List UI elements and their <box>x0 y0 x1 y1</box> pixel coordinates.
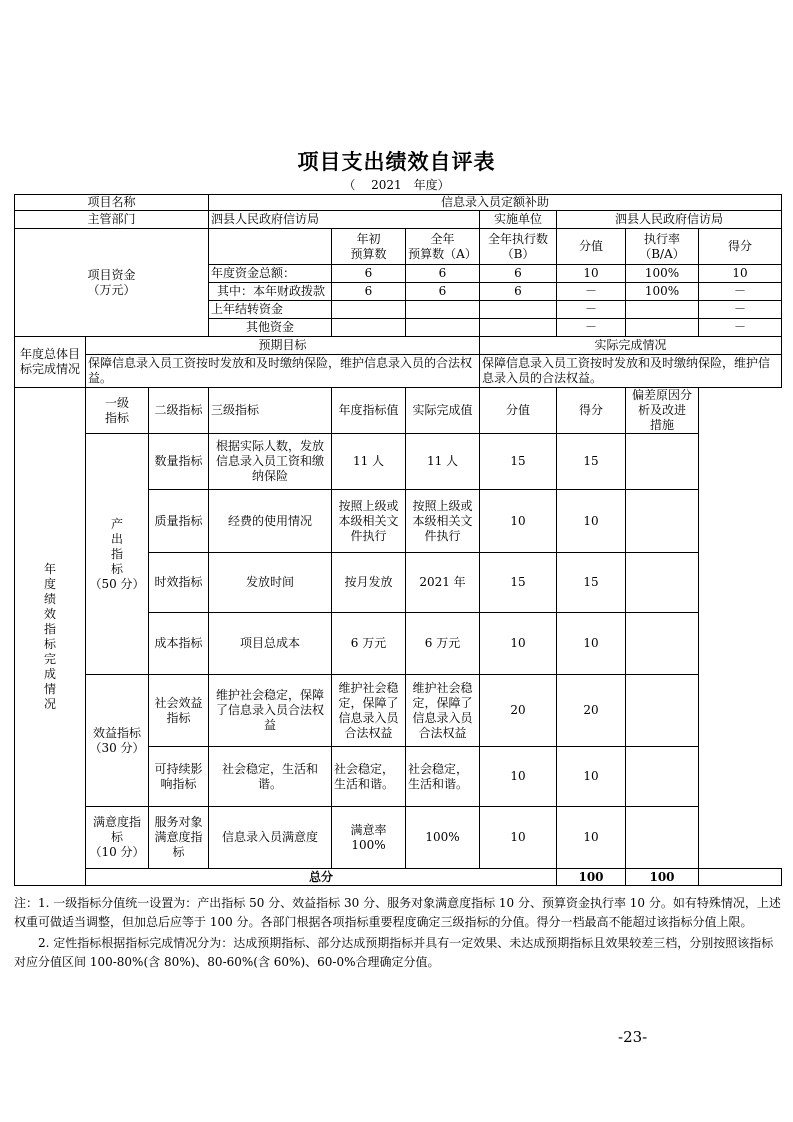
footnote-2: 2. 定性指标根据指标完成情况分为：达成预期指标、部分达成预期指标并具有一定效果、未达成预期指标且效果较差三档，分别按照该指标对应分值区间 100-80%(含 80%)、80-60%(含 60%)、60-0%合理确定分值。 <box>14 936 774 969</box>
funds-header-score: 分值 <box>557 229 626 265</box>
indicator-actual: 2021 年 <box>406 553 480 613</box>
indicator-score: 10 <box>480 490 557 553</box>
indicator-score: 10 <box>480 747 557 807</box>
indicator-header-l3: 三级指标 <box>209 388 332 434</box>
indicator-target: 按月发放 <box>332 553 406 613</box>
indicator-row <box>15 675 782 747</box>
indicator-l2: 成本指标 <box>149 613 209 675</box>
goals-label: 年度总体目 标完成情况 <box>15 337 86 388</box>
indicator-got: 10 <box>557 747 626 807</box>
indicator-header-score: 分值 <box>480 388 557 434</box>
indicator-target: 社会稳定，生活和谐。 <box>332 747 406 807</box>
indicator-reason <box>626 807 699 869</box>
indicator-target: 维护社会稳定，保障了信息录入员合法权益 <box>332 675 406 747</box>
page-number: -23- <box>618 1028 648 1046</box>
indicator-header-reason: 偏差原因分析及改进 措施 <box>626 388 699 434</box>
indicator-score: 15 <box>480 434 557 490</box>
indicator-got: 15 <box>557 553 626 613</box>
indicator-got: 10 <box>557 807 626 869</box>
expected-goal-text: 保障信息录入员工资按时发放和及时缴纳保险，维护信息录入员的合法权益。 <box>86 355 480 388</box>
year-line: （ 2021 年度） <box>343 178 450 192</box>
indicator-header-l2: 二级指标 <box>149 388 209 434</box>
funds-cell: 6 <box>332 283 406 301</box>
indicator-l2: 服务对象 满意度指 标 <box>149 807 209 869</box>
indicator-actual: 社会稳定，生活和谐。 <box>406 747 480 807</box>
goals-text-row <box>15 355 782 388</box>
indicator-l3: 维护社会稳定，保障了信息录入员合法权益 <box>209 675 332 747</box>
funds-header-blank <box>209 229 332 265</box>
indicator-header-got: 得分 <box>557 388 626 434</box>
funds-cell: － <box>557 301 626 319</box>
indicator-reason <box>626 675 699 747</box>
indicator-l3: 发放时间 <box>209 553 332 613</box>
performance-table <box>14 194 782 886</box>
department-row <box>15 211 782 229</box>
funds-row-name: 年度资金总额： <box>209 265 332 283</box>
funds-cell: 6 <box>332 265 406 283</box>
indicator-header-l1: 一级 指标 <box>86 388 149 434</box>
indicator-reason <box>626 747 699 807</box>
department-value: 泗县人民政府信访局 <box>209 211 480 229</box>
funds-cell <box>480 301 557 319</box>
funds-cell: 6 <box>480 265 557 283</box>
indicator-target: 满意率 100% <box>332 807 406 869</box>
indicator-header-actual: 实际完成值 <box>406 388 480 434</box>
satisfaction-indicator-label: 满意度指 标 （10 分） <box>86 807 149 869</box>
funds-cell: － <box>699 283 782 301</box>
indicator-l3: 根据实际人数，发放信息录入员工资和缴纳保险 <box>209 434 332 490</box>
funds-cell: 100% <box>626 283 699 301</box>
funds-header-rate: 执行率 （B/A） <box>626 229 699 265</box>
funds-cell: 10 <box>557 265 626 283</box>
project-name-value: 信息录入员定额补助 <box>209 195 782 211</box>
footnotes <box>14 894 781 972</box>
indicator-header-row <box>15 388 782 434</box>
page-title: 项目支出绩效自评表 <box>297 149 496 174</box>
funds-header-annual: 全年 预算数（A） <box>406 229 480 265</box>
indicator-target: 6 万元 <box>332 613 406 675</box>
impl-unit-label: 实施单位 <box>480 211 557 229</box>
indicator-l2: 质量指标 <box>149 490 209 553</box>
indicator-score: 20 <box>480 675 557 747</box>
funds-cell: － <box>557 283 626 301</box>
benefit-indicator-label: 效益指标 （30 分） <box>86 675 149 807</box>
indicator-score: 15 <box>480 553 557 613</box>
funds-header-row <box>15 229 782 265</box>
funds-cell: 10 <box>699 265 782 283</box>
funds-row-name: 上年结转资金 <box>209 301 332 319</box>
footnote-1: 注：1. 一级指标分值统一设置为：产出指标 50 分、效益指标 30 分、服务对象满意度指标 10 分、预算资金执行率 10 分。如有特殊情况，上述权重可做适当调整，但加总后应等于 100 分。各部门根据各项指标重要程度确定三级指标的分值。得分一档最高不能超过该指标分值上限。 <box>14 896 781 929</box>
indicator-target: 11 人 <box>332 434 406 490</box>
indicator-actual: 6 万元 <box>406 613 480 675</box>
actual-completion-text: 保障信息录入员工资按时发放和及时缴纳保险，维护信息录入员的合法权益。 <box>480 355 782 388</box>
indicators-section-label: 年度绩效指标完成情况 <box>15 388 86 886</box>
indicator-actual: 11 人 <box>406 434 480 490</box>
impl-unit-value: 泗县人民政府信访局 <box>557 211 782 229</box>
funds-cell: － <box>699 301 782 319</box>
funds-cell: 6 <box>480 283 557 301</box>
funds-cell: 6 <box>406 283 480 301</box>
project-name-row <box>15 195 782 211</box>
indicator-got: 20 <box>557 675 626 747</box>
funds-cell <box>406 301 480 319</box>
indicator-got: 10 <box>557 490 626 553</box>
funds-header-got: 得分 <box>699 229 782 265</box>
indicator-score: 10 <box>480 807 557 869</box>
funds-cell <box>626 319 699 337</box>
funds-row-name: 其中：本年财政拨款 <box>209 283 332 301</box>
funds-header-executed: 全年执行数（B） <box>480 229 557 265</box>
indicator-l2: 可持续影 响指标 <box>149 747 209 807</box>
funds-label: 项目资金 （万元） <box>15 229 209 337</box>
actual-completion-label: 实际完成情况 <box>480 337 782 355</box>
indicator-l2: 数量指标 <box>149 434 209 490</box>
goals-header-row <box>15 337 782 355</box>
indicator-l3: 信息录入员满意度 <box>209 807 332 869</box>
funds-cell: － <box>557 319 626 337</box>
indicator-reason <box>626 553 699 613</box>
indicator-actual: 维护社会稳定，保障了信息录入员合法权益 <box>406 675 480 747</box>
total-label: 总分 <box>86 869 557 886</box>
indicator-header-target: 年度指标值 <box>332 388 406 434</box>
indicator-l3: 社会稳定，生活和谐。 <box>209 747 332 807</box>
indicator-row <box>15 434 782 490</box>
funds-cell: 6 <box>406 265 480 283</box>
indicator-score: 10 <box>480 613 557 675</box>
indicator-l3: 经费的使用情况 <box>209 490 332 553</box>
funds-cell <box>332 319 406 337</box>
indicator-reason <box>626 490 699 553</box>
funds-cell <box>626 301 699 319</box>
project-name-label: 项目名称 <box>15 195 209 211</box>
funds-cell: 100% <box>626 265 699 283</box>
funds-cell <box>332 301 406 319</box>
expected-goal-label: 预期目标 <box>86 337 480 355</box>
funds-row-name: 其他资金 <box>209 319 332 337</box>
department-label: 主管部门 <box>15 211 209 229</box>
indicator-reason <box>626 613 699 675</box>
indicator-target: 按照上级或本级相关文件执行 <box>332 490 406 553</box>
indicator-l2: 社会效益 指标 <box>149 675 209 747</box>
funds-cell: － <box>699 319 782 337</box>
indicator-reason <box>626 434 699 490</box>
total-reason <box>699 869 782 886</box>
output-indicator-label: 产 出 指 标 （50 分） <box>86 434 149 675</box>
indicator-l2: 时效指标 <box>149 553 209 613</box>
indicator-actual: 按照上级或本级相关文件执行 <box>406 490 480 553</box>
indicator-actual: 100% <box>406 807 480 869</box>
indicator-got: 15 <box>557 434 626 490</box>
indicator-row <box>15 807 782 869</box>
indicator-l3: 项目总成本 <box>209 613 332 675</box>
total-score: 100 <box>557 869 626 886</box>
indicator-got: 10 <box>557 613 626 675</box>
total-row <box>15 869 782 886</box>
funds-cell <box>406 319 480 337</box>
funds-header-initial: 年初 预算数 <box>332 229 406 265</box>
funds-cell <box>480 319 557 337</box>
total-got: 100 <box>626 869 699 886</box>
